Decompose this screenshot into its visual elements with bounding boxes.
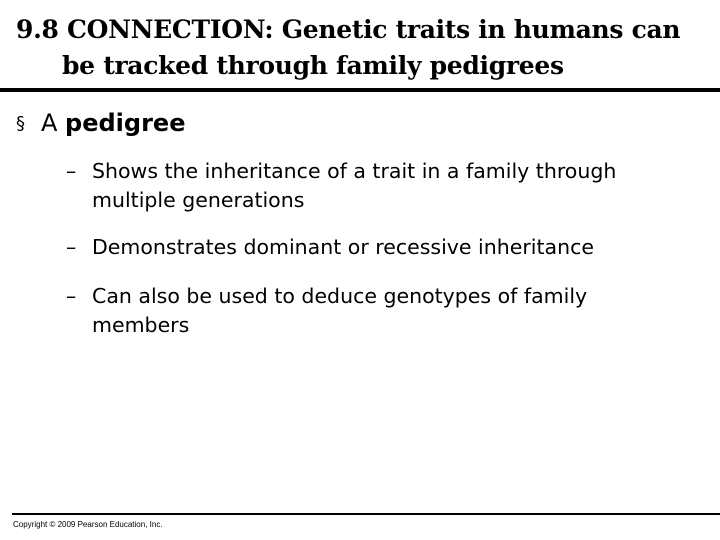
slide-title-line-1: 9.8 CONNECTION: Genetic traits in humans can bbox=[16, 15, 681, 44]
bullet-prefix: A bbox=[41, 109, 66, 137]
title-divider bbox=[0, 88, 720, 92]
sub-bullet-text: Can also be used to deduce genotypes of family members bbox=[92, 284, 588, 337]
bullet-term: pedigree bbox=[65, 109, 186, 137]
sub-bullet-text: Demonstrates dominant or recessive inheritance bbox=[92, 235, 594, 259]
bullet-marker: § bbox=[16, 113, 25, 134]
sub-bullet-dash: – bbox=[66, 159, 77, 183]
copyright-notice: Copyright © 2009 Pearson Education, Inc. bbox=[13, 520, 163, 529]
sub-bullet-dominant-recessive bbox=[66, 233, 666, 262]
slide-title bbox=[16, 12, 706, 84]
sub-bullet-genotypes bbox=[66, 282, 666, 340]
sub-bullet-dash: – bbox=[66, 235, 77, 259]
sub-bullet-dash: – bbox=[66, 284, 77, 308]
footer-divider bbox=[12, 513, 720, 515]
sub-bullet-inheritance bbox=[66, 157, 666, 215]
sub-bullet-text: Shows the inheritance of a trait in a family through multiple generations bbox=[92, 159, 617, 212]
slide-title-line-2: be tracked through family pedigrees bbox=[62, 51, 564, 80]
main-bullet bbox=[16, 108, 185, 139]
